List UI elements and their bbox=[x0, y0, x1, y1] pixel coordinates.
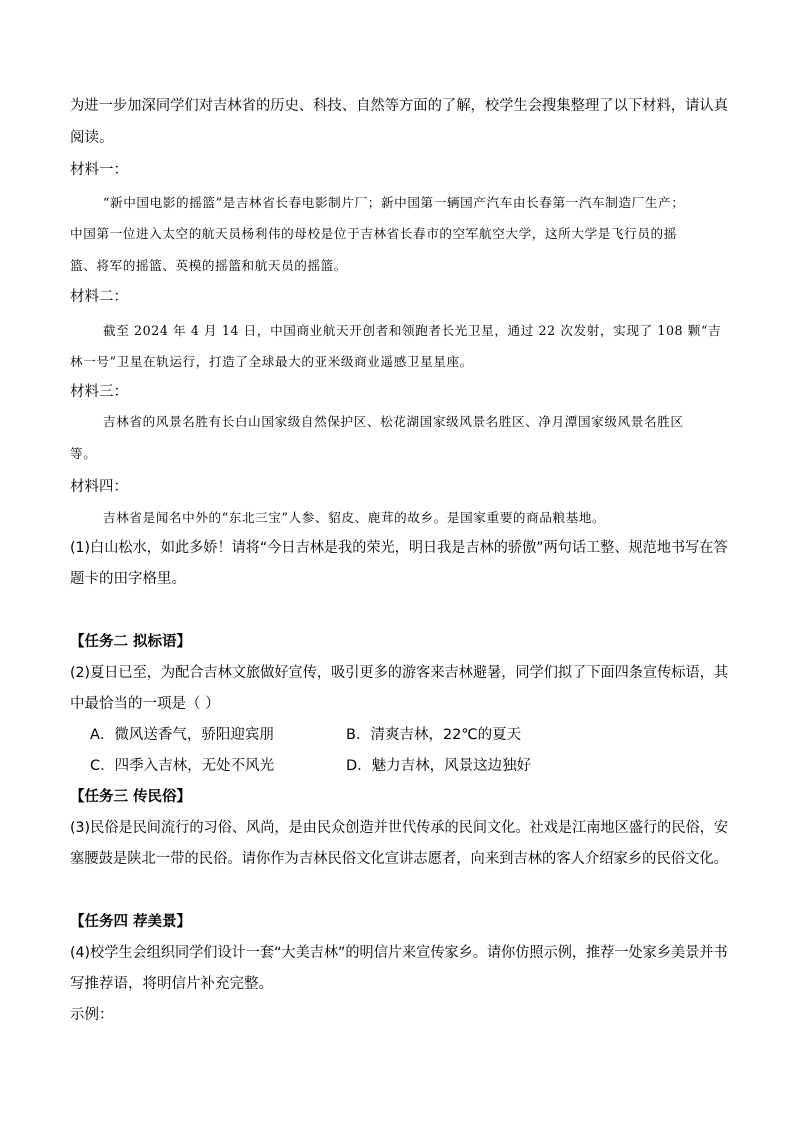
material-2-line-1: 截至 2024 年 4 月 14 日，中国商业航天开创者和领跑者长光卫星，通过 22 次发射，实现了 108 颗“吉 bbox=[103, 323, 722, 338]
material-1-line-3: 篮、将军的摇篮、英模的摇篮和航天员的摇篮。 bbox=[70, 258, 348, 273]
question-4-line-2: 写推荐语，将明信片补充完整。 bbox=[70, 976, 273, 992]
material-1-line-1: “新中国电影的摇篮”是吉林省长春电影制片厂；新中国第一辆国产汽车由长春第一汽车制造厂生产； bbox=[103, 195, 685, 210]
intro-line-2: 阅读。 bbox=[70, 130, 114, 146]
material-1-line-2: 中国第一位进入太空的航天员杨利伟的母校是位于吉林省长春市的空军航空大学，这所大学是飞行员的摇 bbox=[70, 226, 677, 241]
material-4-label: 材料四： bbox=[70, 479, 128, 495]
question-3-line-1: (3)民俗是民间流行的习俗、风尚，是由民众创造并世代传承的民间文化。社戏是江南地区盛行的民俗，安 bbox=[70, 820, 729, 836]
material-3-label: 材料三： bbox=[70, 384, 128, 400]
option-a: A．微风送香气，骄阳迎宾朋 bbox=[90, 727, 274, 743]
material-4-line-1: 吉林省是闻名中外的“东北三宝”人参、貂皮、鹿茸的故乡。是国家重要的商品粮基地。 bbox=[103, 510, 606, 525]
task-2-title: 【任务二 拟标语】 bbox=[70, 634, 192, 650]
material-1-label: 材料一： bbox=[70, 162, 128, 178]
material-2-label: 材料二： bbox=[70, 289, 128, 305]
intro-line-1: 为进一步加深同学们对吉林省的历史、科技、自然等方面的了解，校学生会搜集整理了以下材料，请认真 bbox=[70, 98, 728, 114]
question-1-line-1: (1)白山松水，如此多娇！请将“今日吉林是我的荣光，明日我是吉林的骄傲”两句话工整、规范地书写在答 bbox=[70, 540, 728, 556]
option-d: D．魅力吉林，风景这边独好 bbox=[346, 758, 532, 774]
question-1-line-2: 题卡的田字格里。 bbox=[70, 571, 186, 587]
task-4-title: 【任务四 荐美景】 bbox=[70, 914, 192, 930]
question-2-line-1: (2)夏日已至，为配合吉林文旅做好宣传，吸引更多的游客来吉林避暑，同学们拟了下面四条宣传标语，其 bbox=[70, 665, 729, 681]
question-4-line-1: (4)校学生会组织同学们设计一套“大美吉林”的明信片来宣传家乡。请你仿照示例，推荐一处家乡美景并书 bbox=[70, 945, 728, 961]
option-b: B．清爽吉林，22℃的夏天 bbox=[346, 727, 522, 743]
question-3-line-2: 塞腰鼓是陕北一带的民俗。请你作为吉林民俗文化宣讲志愿者，向来到吉林的客人介绍家乡的民俗文化。 bbox=[70, 851, 728, 867]
task-3-title: 【任务三 传民俗】 bbox=[70, 789, 192, 805]
question-2-line-2: 中最恰当的一项是（ ） bbox=[70, 696, 220, 712]
option-c: C．四季入吉林，无处不风光 bbox=[90, 758, 275, 774]
material-3-line-1: 吉林省的风景名胜有长白山国家级自然保护区、松花湖国家级风景名胜区、净月潭国家级风景名胜区 bbox=[103, 414, 684, 429]
material-3-line-2: 等。 bbox=[70, 446, 97, 461]
example-label: 示例： bbox=[70, 1007, 114, 1023]
material-2-line-2: 林一号”卫星在轨运行，打造了全球最大的亚米级商业遥感卫星星座。 bbox=[70, 354, 473, 369]
